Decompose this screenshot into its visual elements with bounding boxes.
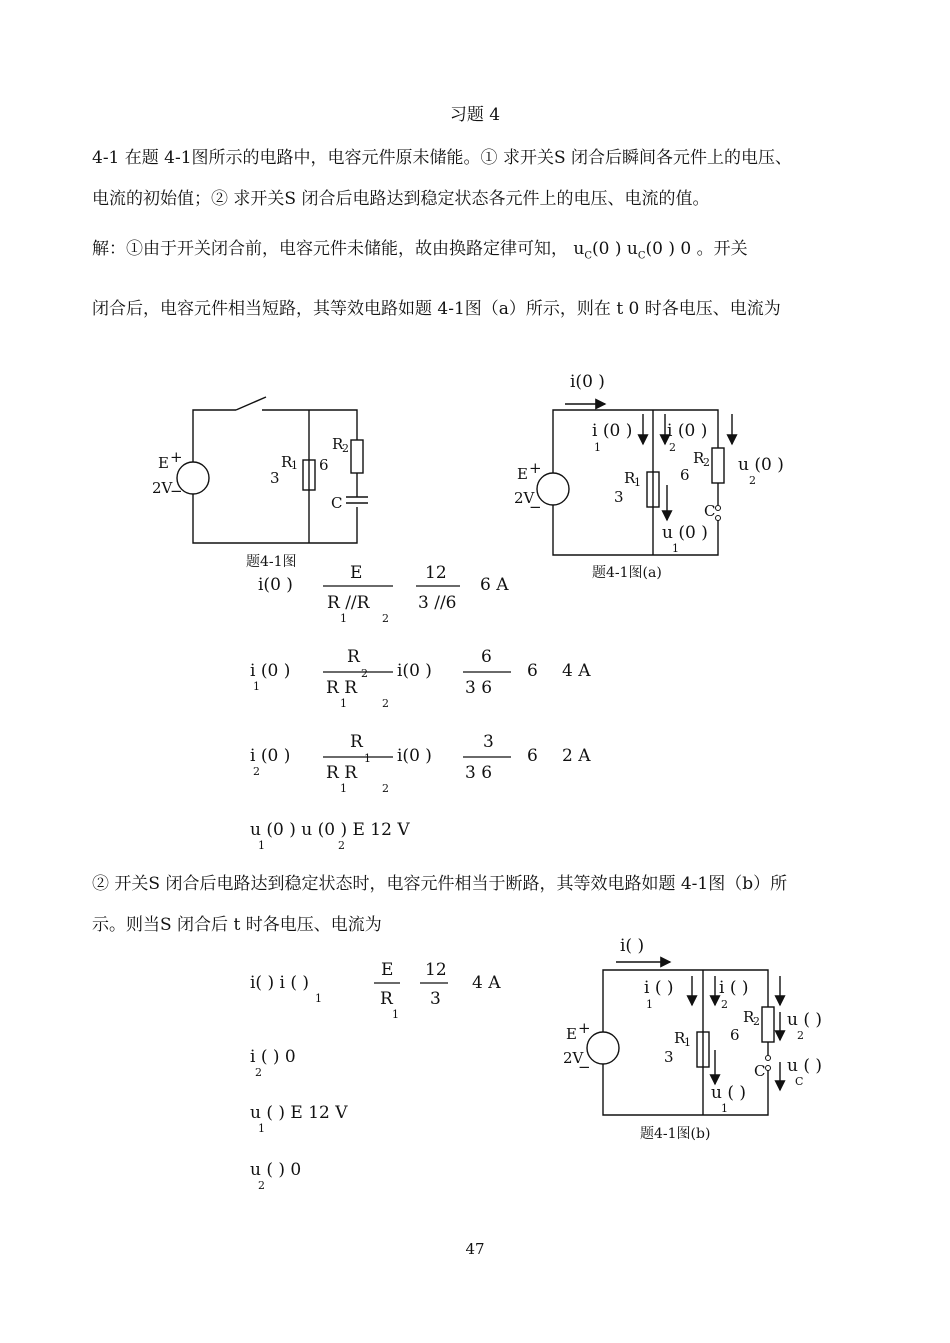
- eq2-den1-sub1: 1: [340, 697, 347, 710]
- equation-i-inf: [250, 960, 501, 1021]
- eq3-den2: 3 6: [465, 763, 493, 783]
- fig-a-source-value: 2V: [514, 489, 535, 507]
- fig-a-u2-sub: 2: [749, 474, 756, 487]
- eqb1-result: 4 A: [472, 973, 501, 993]
- eq1-den1-sub1: 1: [340, 612, 347, 625]
- eqb1-lhs-sub: 1: [315, 992, 322, 1005]
- eq2-mult: i(0 ): [397, 661, 432, 681]
- fig-a-i2-sub: 2: [669, 441, 676, 454]
- fig-b-r2-value: 6: [730, 1026, 740, 1044]
- eq3-num1: R: [350, 732, 363, 752]
- eqb1-num1: E: [381, 960, 394, 980]
- fig-b-i2-sub: 2: [721, 998, 728, 1011]
- fig-a-r1-value: 3: [614, 488, 624, 506]
- eq2-num1: R: [347, 647, 360, 667]
- eqb1-lhs: i( ) i ( ): [250, 973, 310, 993]
- fig-4-1-labels: [152, 435, 349, 570]
- eq4-text: u (0 ) u (0 ) E 12 V: [250, 820, 410, 840]
- fig1-plus-sign: +: [170, 448, 183, 466]
- problem-line-1: 4-1 在题 4-1图所示的电路中，电容元件原未储能。① 求开关S 闭合后瞬间各元件上的电压、: [92, 148, 793, 168]
- fig-b-u2: u ( ): [787, 1010, 823, 1030]
- fig1-r1-value: 3: [270, 469, 280, 487]
- fig-a-i2: i (0 ): [667, 421, 708, 441]
- fig-a-i1: i (0 ): [592, 421, 633, 441]
- eq1-den2: 3 //6: [418, 593, 457, 613]
- eq3-result: 2 A: [562, 746, 591, 766]
- fig-b-uc: u ( ): [787, 1056, 823, 1076]
- fig-b-caption: 题4-1图(b): [640, 1126, 711, 1142]
- fig-b-r1-label: R: [674, 1029, 686, 1047]
- fig-a-u2: u (0 ): [738, 455, 784, 475]
- eq3-lhs: i (0 ): [250, 746, 291, 766]
- eq3-den1-sub1: 1: [340, 782, 347, 795]
- fig-b-u1-sub: 1: [721, 1102, 728, 1115]
- equation-i2-0: [250, 732, 591, 795]
- equation-u2-inf: [250, 1160, 301, 1192]
- eqb1-den1: R: [380, 989, 393, 1009]
- fig-a-u1: u (0 ): [662, 523, 708, 543]
- eq2-result: 4 A: [562, 661, 591, 681]
- fig-b-plus-sign: +: [578, 1019, 591, 1037]
- fig-a-i1-sub: 1: [594, 441, 601, 454]
- fig1-cap-label: C: [331, 494, 343, 512]
- fig1-source-label: E: [158, 454, 169, 472]
- fig-a-terminal-bottom: [716, 516, 721, 521]
- fig1-r2-value: 6: [319, 456, 329, 474]
- fig-b-source-label: E: [566, 1025, 577, 1043]
- eq2-num2: 6: [481, 647, 492, 667]
- uc-sub-1: C: [584, 250, 593, 262]
- eqb4-sub: 2: [258, 1179, 265, 1192]
- fig-a-u1-sub: 1: [672, 542, 679, 555]
- eq2-num1-sub: 2: [361, 667, 368, 680]
- eq2-den1-sub2: 2: [382, 697, 389, 710]
- fig-b-minus-sign: −: [578, 1058, 591, 1076]
- eq2-den2: 3 6: [465, 678, 493, 698]
- fig1-r2-label: R: [332, 435, 344, 453]
- fig-4-1b-labels: [563, 936, 822, 1142]
- fig-a-r1-label: R: [624, 469, 636, 487]
- eq3-den1: R R: [326, 763, 358, 783]
- eq1-result: 6 A: [480, 575, 509, 595]
- fig-4-1a-labels: [514, 372, 784, 581]
- eq3-factor: 6: [527, 746, 538, 766]
- fig1-r2-sub: 2: [342, 442, 349, 455]
- fig-b-i1-sub: 1: [646, 998, 653, 1011]
- fig1-source-value: 2V: [152, 479, 173, 497]
- fig1-r1-label: R: [281, 453, 293, 471]
- solution-line-1-c: (0 ) 0 。开关: [645, 239, 748, 259]
- fig-b-u2-sub: 2: [797, 1029, 804, 1042]
- solution-line-1-b: (0 ) u: [592, 239, 638, 259]
- equation-i0: [258, 563, 509, 625]
- fig-b-r1-sub: 1: [684, 1036, 691, 1049]
- eq1-lhs: i(0 ): [258, 575, 293, 595]
- fig-b-r2-sub: 2: [753, 1015, 760, 1028]
- fig1-minus-sign: −: [170, 482, 183, 500]
- fig-b-uc-sub: C: [795, 1075, 804, 1088]
- solution-line-1-a: 解：①由于开关闭合前，电容元件未储能，故由换路定律可知， u: [92, 239, 585, 259]
- fig-b-r2-label: R: [743, 1008, 755, 1026]
- eq4-sub2: 2: [338, 839, 345, 852]
- eq1-num2: 12: [425, 563, 447, 583]
- eq3-num1-sub: 1: [364, 752, 371, 765]
- solution-line-2: 闭合后，电容元件相当短路，其等效电路如题 4-1图（a）所示，则在 t 0 时各电压、电流为: [92, 299, 781, 319]
- eq3-mult: i(0 ): [397, 746, 432, 766]
- equation-u-0: [250, 820, 410, 852]
- eqb4-text: u ( ) 0: [250, 1160, 302, 1180]
- eqb1-num2: 12: [425, 960, 447, 980]
- fig-a-current-total: i(0 ): [570, 372, 605, 392]
- fig-a-terminal-top: [716, 506, 721, 511]
- fig-b-u1: u ( ): [711, 1083, 747, 1103]
- fig-a-source-label: E: [517, 465, 528, 483]
- eq1-den1: R //R: [327, 593, 370, 613]
- equation-i2-inf: [250, 1047, 296, 1079]
- eq4-sub1: 1: [258, 839, 265, 852]
- fig-a-r2-value: 6: [680, 466, 690, 484]
- fig-b-r1-value: 3: [664, 1048, 674, 1066]
- fig1-r1-sub: 1: [291, 459, 298, 472]
- solution-line-4: 示。则当S 闭合后 t 时各电压、电流为: [92, 915, 382, 935]
- eqb3-text: u ( ) E 12 V: [250, 1103, 348, 1123]
- fig-b-terminal-top: [766, 1056, 771, 1061]
- eq3-den1-sub2: 2: [382, 782, 389, 795]
- eqb1-den2: 3: [430, 989, 441, 1009]
- fig-b-terminal-bottom: [766, 1066, 771, 1071]
- eqb1-den1-sub: 1: [392, 1008, 399, 1021]
- eqb2-sub: 2: [255, 1066, 262, 1079]
- eq2-lhs-sub: 1: [253, 680, 260, 693]
- eqb3-sub: 1: [258, 1122, 265, 1135]
- fig-a-r2-label: R: [693, 449, 705, 467]
- eq1-den1-sub2: 2: [382, 612, 389, 625]
- eq3-num2: 3: [483, 732, 494, 752]
- fig-a-caption: 题4-1图(a): [592, 565, 662, 581]
- page-title: 习题 4: [449, 105, 501, 125]
- fig-a-r2-sub: 2: [703, 456, 710, 469]
- eqb2-text: i ( ) 0: [250, 1047, 296, 1067]
- eq2-den1: R R: [326, 678, 358, 698]
- uc-sub-2: C: [637, 250, 646, 262]
- eq2-factor: 6: [527, 661, 538, 681]
- equation-i1-0: [250, 647, 591, 710]
- page-number: 47: [465, 1240, 485, 1258]
- fig-a-cap-label: C: [704, 502, 716, 520]
- eq1-num1: E: [350, 563, 363, 583]
- eq3-lhs-sub: 2: [253, 765, 260, 778]
- fig-a-r1-sub: 1: [634, 476, 641, 489]
- problem-line-2: 电流的初始值；② 求开关S 闭合后电路达到稳定状态各元件上的电压、电流的值。: [92, 189, 710, 209]
- fig-b-i2: i ( ): [719, 978, 749, 998]
- fig-b-i1: i ( ): [644, 978, 674, 998]
- solution-line-3: ② 开关S 闭合后电路达到稳定状态时，电容元件相当于断路，其等效电路如题 4-1图（b）所: [92, 874, 788, 894]
- fig-a-plus-sign: +: [529, 459, 542, 477]
- fig-b-current-total: i( ): [620, 936, 645, 956]
- fig-b-cap-label: C: [754, 1062, 766, 1080]
- equation-u1-inf: [250, 1103, 348, 1135]
- fig1-caption: 题4-1图: [246, 554, 297, 570]
- fig-a-minus-sign: −: [529, 498, 542, 516]
- fig-b-source-value: 2V: [563, 1049, 584, 1067]
- eq2-lhs: i (0 ): [250, 661, 291, 681]
